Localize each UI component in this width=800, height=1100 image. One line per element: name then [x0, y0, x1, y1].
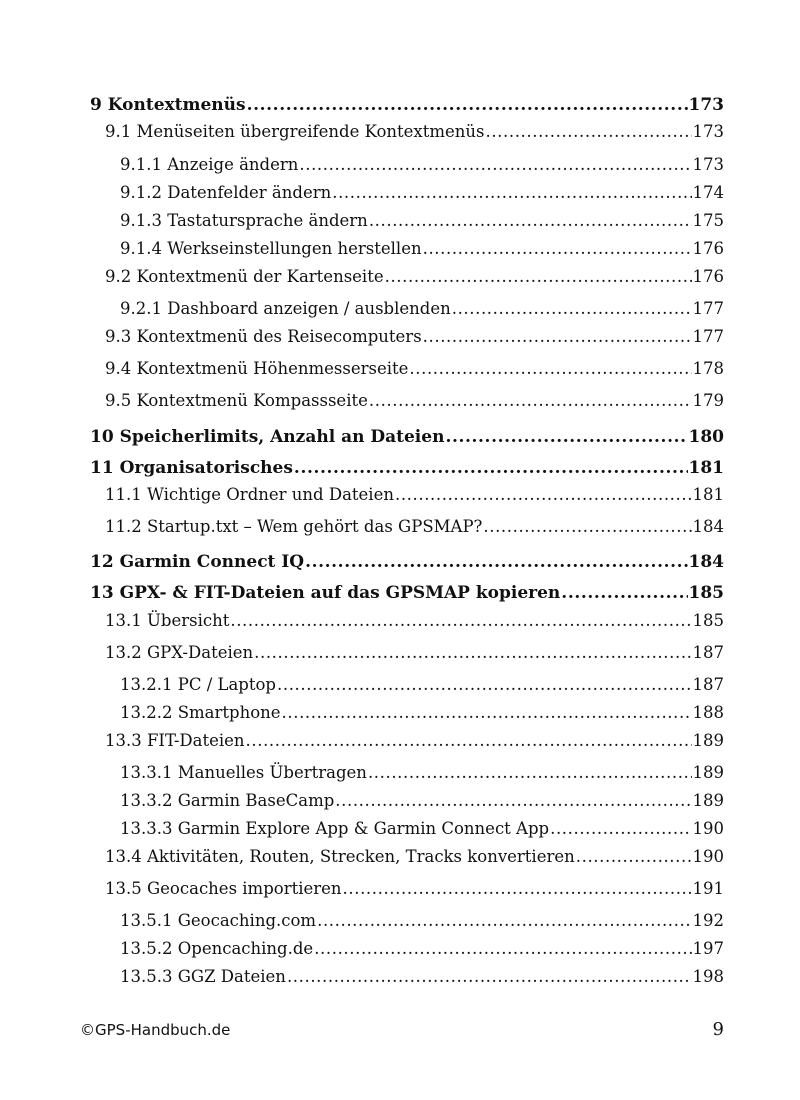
toc-entry[interactable]	[120, 154, 724, 176]
toc-entry-title: 13.5 Geocaches importieren	[105, 879, 342, 898]
toc-entry-title: 9.4 Kontextmenü Höhenmesserseite	[105, 359, 409, 378]
toc-entry[interactable]	[105, 846, 724, 868]
toc-entry[interactable]	[120, 966, 724, 988]
toc-entry-title: 9.1.2 Datenfelder ändern	[120, 183, 332, 202]
toc-entry-title: 13.1 Übersicht	[105, 611, 230, 630]
toc-entry-page: 187	[692, 675, 724, 694]
toc-entry-title: 13.4 Aktivitäten, Routen, Strecken, Tracks konvertieren	[105, 847, 575, 866]
toc-entry-page: 179	[692, 391, 724, 410]
toc-leader-dots	[299, 154, 691, 176]
toc-entry-page: 173	[688, 95, 724, 115]
toc-leader-dots	[246, 730, 692, 752]
toc-entry-page: 190	[692, 847, 724, 866]
toc-entry[interactable]	[120, 818, 724, 840]
toc-entry-page: 180	[688, 427, 724, 447]
toc-entry-title: 13.2.1 PC / Laptop	[120, 675, 276, 694]
toc-entry[interactable]	[105, 730, 724, 752]
toc-entry[interactable]	[90, 426, 724, 448]
toc-leader-dots	[483, 516, 691, 538]
toc-entry-title: 13 GPX- & FIT-Dateien auf das GPSMAP kopieren	[90, 583, 561, 603]
toc-entry[interactable]	[90, 582, 724, 604]
toc-entry-page: 175	[692, 211, 724, 230]
toc-leader-dots	[369, 390, 692, 412]
toc-leader-dots	[423, 238, 692, 260]
toc-entry-page: 191	[692, 879, 724, 898]
toc-leader-dots	[277, 674, 692, 696]
toc-entry[interactable]	[120, 762, 724, 784]
toc-entry-page: 187	[692, 643, 724, 662]
toc-entry[interactable]	[105, 642, 724, 664]
toc-entry-page: 185	[692, 611, 724, 630]
toc-entry[interactable]	[120, 910, 724, 932]
toc-entry-page: 192	[692, 911, 724, 930]
toc-entry[interactable]	[120, 702, 724, 724]
toc-entry[interactable]	[120, 238, 724, 260]
toc-leader-dots	[335, 790, 691, 812]
toc-leader-dots	[314, 938, 691, 960]
toc-entry-page: 189	[692, 763, 724, 782]
toc-entry-title: 13.2.2 Smartphone	[120, 703, 281, 722]
toc-entry-page: 176	[692, 267, 724, 286]
toc-entry-title: 13.5.2 Opencaching.de	[120, 939, 314, 958]
toc-entry-title: 9.1.4 Werkseinstellungen herstellen	[120, 239, 422, 258]
toc-entry-page: 197	[692, 939, 724, 958]
toc-leader-dots	[368, 762, 692, 784]
toc-leader-dots	[317, 910, 691, 932]
footer-copyright: ©GPS-Handbuch.de	[80, 1021, 231, 1039]
toc-entry-page: 173	[692, 155, 724, 174]
toc-entry-title: 9.2.1 Dashboard anzeigen / ausblenden	[120, 299, 451, 318]
toc-leader-dots	[287, 966, 692, 988]
toc-leader-dots	[332, 182, 691, 204]
toc-entry-title: 9.1.3 Tastatursprache ändern	[120, 211, 368, 230]
toc-entry-title: 11.2 Startup.txt – Wem gehört das GPSMAP?	[105, 517, 483, 536]
toc-leader-dots	[305, 551, 687, 573]
toc-entry-title: 9.2 Kontextmenü der Kartenseite	[105, 267, 384, 286]
toc-entry-title: 10 Speicherlimits, Anzahl an Dateien	[90, 427, 445, 447]
toc-entry[interactable]	[105, 516, 724, 538]
toc-entry[interactable]	[105, 390, 724, 412]
toc-leader-dots	[561, 582, 687, 604]
toc-entry-title: 11.1 Wichtige Ordner und Dateien	[105, 485, 394, 504]
toc-entry[interactable]	[120, 298, 724, 320]
toc-entry-page: 185	[688, 583, 724, 603]
toc-entry-title: 9.5 Kontextmenü Kompassseite	[105, 391, 368, 410]
toc-entry-page: 181	[688, 458, 724, 478]
toc-entry[interactable]	[105, 121, 724, 143]
toc-entry-page: 176	[692, 239, 724, 258]
toc-leader-dots	[445, 426, 687, 448]
toc-entry[interactable]	[120, 938, 724, 960]
toc-entry[interactable]	[120, 182, 724, 204]
toc-entry-title: 13.3.1 Manuelles Übertragen	[120, 763, 367, 782]
toc-entry[interactable]	[105, 484, 724, 506]
toc-entry[interactable]	[105, 878, 724, 900]
toc-entry[interactable]	[120, 674, 724, 696]
toc-leader-dots	[576, 846, 692, 868]
toc-entry-page: 181	[692, 485, 724, 504]
toc-entry-title: 13.3.2 Garmin BaseCamp	[120, 791, 335, 810]
toc-entry[interactable]	[105, 266, 724, 288]
footer-page-number: 9	[712, 1019, 724, 1040]
toc-leader-dots	[294, 457, 688, 479]
toc-entry-page: 177	[692, 327, 724, 346]
toc-entry-page: 189	[692, 791, 724, 810]
toc-leader-dots	[282, 702, 692, 724]
toc-entry[interactable]	[120, 210, 724, 232]
toc-entry-title: 9.1 Menüseiten übergreifende Kontextmenüs	[105, 122, 485, 141]
toc-entry-page: 173	[692, 122, 724, 141]
toc-leader-dots	[343, 878, 692, 900]
toc-entry-title: 9 Kontextmenüs	[90, 95, 246, 115]
toc-entry[interactable]	[90, 551, 724, 573]
toc-entry-title: 9.3 Kontextmenü des Reisecomputers	[105, 327, 422, 346]
toc-entry[interactable]	[90, 457, 724, 479]
toc-entry-page: 190	[692, 819, 724, 838]
toc-entry[interactable]	[105, 610, 724, 632]
toc-entry-title: 13.3.3 Garmin Explore App & Garmin Connect App	[120, 819, 550, 838]
toc-leader-dots	[230, 610, 691, 632]
toc-leader-dots	[254, 642, 691, 664]
toc-entry-title: 9.1.1 Anzeige ändern	[120, 155, 299, 174]
toc-entry[interactable]	[90, 94, 724, 116]
toc-leader-dots	[369, 210, 692, 232]
toc-leader-dots	[550, 818, 691, 840]
toc-entry-page: 189	[692, 731, 724, 750]
toc-entry[interactable]	[105, 326, 724, 348]
toc-entry-title: 11 Organisatorisches	[90, 458, 293, 478]
toc-entry-title: 13.2 GPX-Dateien	[105, 643, 254, 662]
toc-leader-dots	[485, 121, 691, 143]
toc-entry-title: 13.5.1 Geocaching.com	[120, 911, 317, 930]
toc-leader-dots	[452, 298, 692, 320]
toc-leader-dots	[423, 326, 692, 348]
toc-entry-page: 188	[692, 703, 724, 722]
toc-leader-dots	[395, 484, 692, 506]
toc-entry-title: 12 Garmin Connect IQ	[90, 552, 305, 572]
toc-entry-page: 177	[692, 299, 724, 318]
toc-entry-page: 178	[692, 359, 724, 378]
toc-entry-page: 198	[692, 967, 724, 986]
toc-leader-dots	[409, 358, 691, 380]
toc-entry[interactable]	[105, 358, 724, 380]
toc-entry-page: 184	[692, 517, 724, 536]
toc-entry-page: 174	[692, 183, 724, 202]
toc-entry[interactable]	[120, 790, 724, 812]
toc-entry-title: 13.3 FIT-Dateien	[105, 731, 245, 750]
toc-entry-title: 13.5.3 GGZ Dateien	[120, 967, 286, 986]
toc-entry-page: 184	[688, 552, 724, 572]
toc-leader-dots	[385, 266, 692, 288]
toc-leader-dots	[247, 94, 688, 116]
